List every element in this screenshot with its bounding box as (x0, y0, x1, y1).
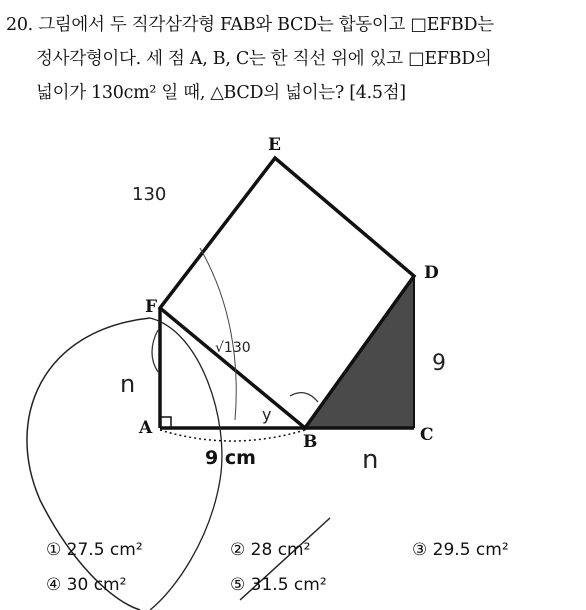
choice-5-mark: ⑤ (230, 575, 246, 595)
question-line-3: 넓이가 130cm² 일 때, △BCD의 넓이는? [4.5점] (36, 83, 406, 103)
choice-5-text: 31.5 cm² (250, 575, 327, 595)
dotted-brace (160, 430, 305, 441)
hand-note-130: 130 (132, 184, 167, 205)
choice-3[interactable] (412, 540, 509, 560)
choice-3-text: 29.5 cm² (432, 540, 509, 560)
question-number: 20. (6, 15, 33, 35)
hand-note-sqrt130: √130 (215, 340, 251, 356)
label-9cm: 9 cm (205, 447, 256, 469)
question-line-2: 정사각형이다. 세 점 A, B, C는 한 직선 위에 있고 □EFBD의 (36, 49, 492, 69)
label-b: B (303, 432, 318, 452)
hand-note-n-bottom: n (362, 445, 379, 475)
hand-note-y: y (262, 405, 272, 424)
label-e: E (268, 135, 281, 155)
hand-small-curve-b (290, 393, 318, 402)
choice-4-text: 30 cm² (66, 575, 127, 595)
choice-4-mark: ④ (46, 575, 62, 595)
choice-1[interactable] (46, 540, 143, 560)
choice-2-text: 28 cm² (250, 540, 311, 560)
hand-note-n-left: n (120, 370, 136, 398)
hand-small-curve (152, 330, 158, 372)
question-line-1-text: 그림에서 두 직각삼각형 FAB와 BCD는 합동이고 □EFBD는 (38, 15, 494, 35)
choice-3-mark: ③ (412, 540, 428, 560)
hand-note-9: 9 (432, 351, 446, 376)
choice-1-text: 27.5 cm² (66, 540, 143, 560)
choice-2-mark: ② (230, 540, 246, 560)
label-f: F (145, 297, 158, 317)
hand-circle-arc-left (27, 318, 150, 610)
label-c: C (420, 425, 434, 445)
label-a: A (139, 418, 153, 438)
choice-4[interactable] (46, 575, 126, 595)
choice-1-mark: ① (46, 540, 62, 560)
choice-2[interactable] (230, 540, 310, 560)
label-d: D (424, 263, 439, 283)
hand-thin-arc (200, 248, 236, 420)
choice-5[interactable] (230, 575, 327, 595)
